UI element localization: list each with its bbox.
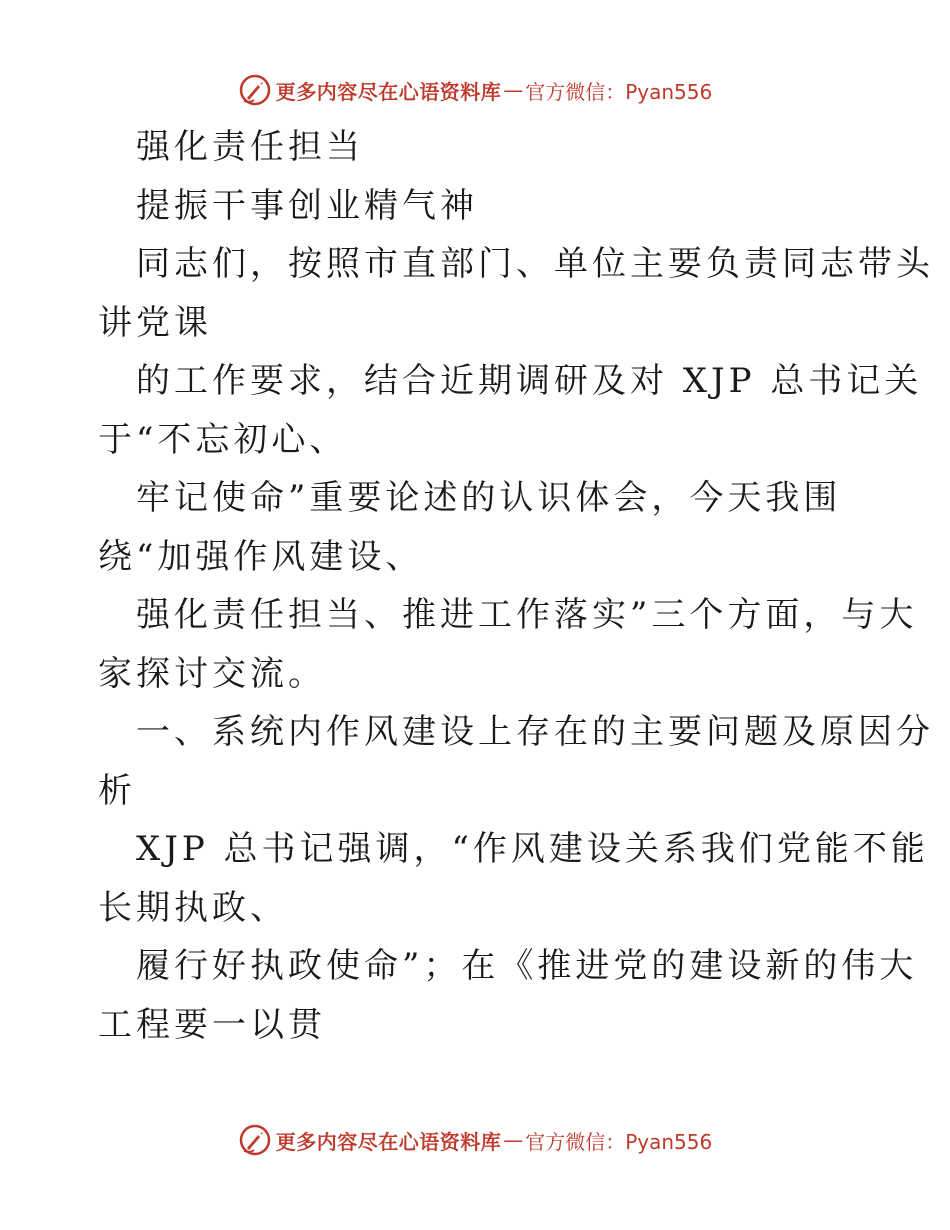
text-line: 一、系统内作风建设上存在的主要问题及原因分 bbox=[136, 712, 934, 752]
text-line: 工程要一以贯 bbox=[98, 1004, 326, 1045]
text-line: 绕“加强作风建设、 bbox=[98, 536, 424, 577]
watermark-wechat: 官方微信：Pyan556 bbox=[525, 79, 713, 104]
text-line: 强化责任担当 bbox=[136, 127, 364, 167]
text-line: 析 bbox=[98, 770, 136, 811]
watermark-tagline: 更多内容尽在心语资料库 bbox=[275, 1129, 502, 1154]
text-line: 家探讨交流。 bbox=[98, 653, 326, 694]
watermark-tagline: 更多内容尽在心语资料库 bbox=[275, 79, 502, 104]
text-line: XJP 总书记强调，“作风建设关系我们党能不能 bbox=[136, 829, 929, 869]
footer-watermark bbox=[0, 1120, 950, 1160]
text-line: 提振干事创业精气神 bbox=[136, 185, 478, 226]
text-line: 强化责任担当、推进工作落实”三个方面，与大 bbox=[136, 595, 918, 635]
text-line: 的工作要求，结合近期调研及对 XJP 总书记关 bbox=[136, 361, 923, 401]
document-body bbox=[98, 118, 934, 1054]
text-line: 于“不忘初心、 bbox=[98, 419, 348, 460]
watermark-dash: — bbox=[503, 78, 524, 102]
header-watermark bbox=[0, 70, 950, 110]
pen-nib-logo-icon bbox=[238, 1123, 272, 1157]
text-line: 同志们，按照市直部门、单位主要负责同志带头 bbox=[136, 244, 934, 284]
text-line: 讲党课 bbox=[98, 302, 212, 343]
pen-nib-logo-icon bbox=[238, 73, 272, 107]
text-line: 长期执政、 bbox=[98, 887, 288, 928]
watermark-dash: — bbox=[503, 1128, 524, 1152]
text-line: 牢记使命”重要论述的认识体会，今天我围 bbox=[136, 478, 842, 518]
text-line: 履行好执政使命”；在《推进党的建设新的伟大 bbox=[136, 946, 918, 986]
watermark-wechat: 官方微信：Pyan556 bbox=[525, 1129, 713, 1154]
